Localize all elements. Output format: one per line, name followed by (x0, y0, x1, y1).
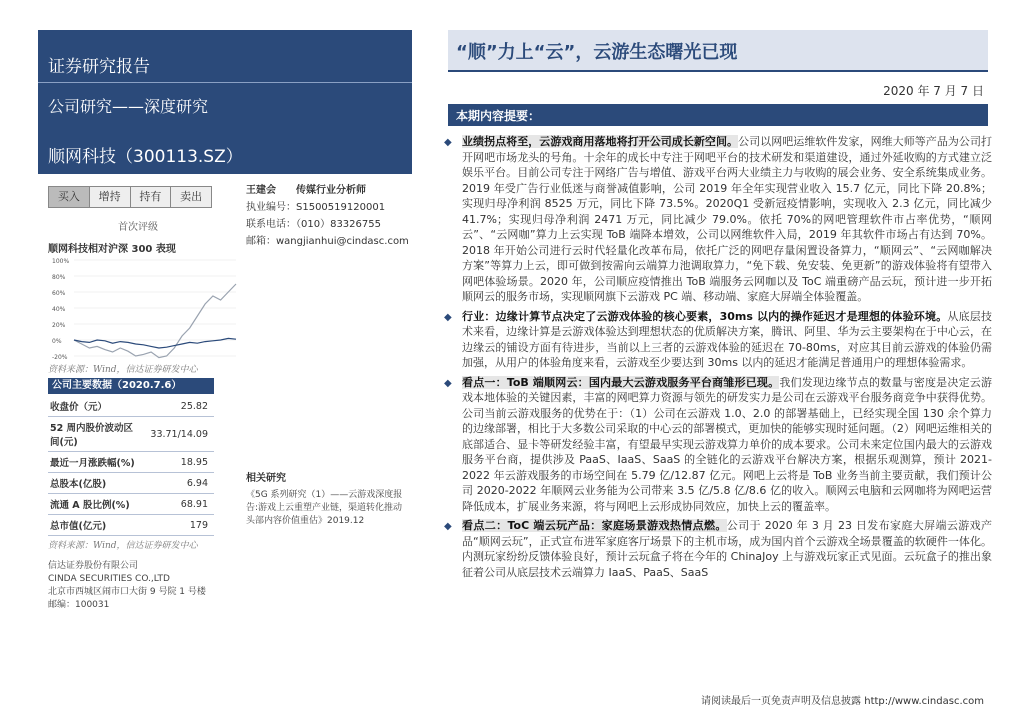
analyst-phone: 联系电话：（010）83326755 (246, 219, 381, 230)
company-info-line: 北京市西城区闹市口大街 9 号院 1 号楼 (48, 587, 206, 597)
summary-paragraph (440, 375, 992, 515)
table-row (48, 473, 214, 494)
series-line-0 (74, 284, 236, 358)
analyst-name: 王建会 (246, 185, 276, 196)
y-tick-label: 20% (52, 322, 66, 329)
rating-selector (48, 186, 212, 208)
table-row (48, 452, 214, 473)
key-label: 流通 A 股比例(%) (48, 494, 138, 515)
y-tick-label: 40% (52, 306, 66, 313)
paragraph-text: 公司于 2020 年 3 月 23 日发布家庭大屏端云游戏产品“顺网云玩”，正式宣布进军家庭客厅场景下的主机市场，成为国内首个云游戏全场景覆盖的软硬件一体化。内测玩家纷纷反馈体验良好，预计云玩盒子将在今年的 ChinaJoy 上与游戏玩家正式见面。云玩盒子的推出象征着公司从底层技术云端算力 IaaS、PaaS、SaaS (462, 519, 992, 579)
paragraph-text: 从底层技术来看，边缘计算是云游戏体验达到理想状态的优质解决方案，腾讯、阿里、华为云主要架构在于中心云，在边缘云的铺设方面有待进步，当前以上三者的云游戏体验的延迟在 70-80ms，对应其目前云游戏的体验仍需加强，从用户的体验角度来看，云游戏至少要达到 30ms 以内的延迟才能满足普通用户的理想体验需求。 (462, 309, 992, 369)
table-row (48, 494, 214, 515)
rating-buy: 买入 (49, 187, 90, 207)
diamond-bullet-icon: ◆ (444, 377, 452, 389)
key-data-table (48, 396, 214, 536)
summary-paragraph (440, 134, 992, 305)
y-tick-label: 100% (52, 258, 70, 265)
performance-chart (50, 256, 240, 360)
rating-note: 首次评级 (118, 222, 158, 233)
table-row (48, 417, 214, 452)
chart-title: 顺网科技相对沪深 300 表现 (48, 244, 176, 255)
related-text[interactable]: 《5G 系列研究（1）——云游戏深度报告:游戏上云重塑产业链，渠道转化推动头部内容价值重估》2019.12 (246, 490, 403, 526)
report-title-bar (448, 30, 988, 72)
key-value: 18.95 (138, 452, 214, 473)
table-row (48, 396, 214, 417)
summary-paragraph (440, 518, 992, 580)
rating-hold: 持有 (131, 187, 172, 207)
related-research (246, 472, 408, 528)
company-bar (38, 132, 412, 174)
chart-svg (50, 256, 240, 360)
company-info-line: CINDA SECURITIES CO.,LTD (48, 574, 170, 584)
key-data-title: 公司主要数据（2020.7.6） (48, 378, 214, 394)
company-info-line: 邮编：100031 (48, 600, 110, 610)
report-title: “顺”力上“云”，云游生态曙光已现 (456, 42, 738, 63)
report-date: 2020 年 7 月 7 日 (883, 84, 984, 98)
key-label: 总股本(亿股) (48, 473, 138, 494)
company-name: 顺网科技（300113.SZ） (48, 147, 243, 167)
diamond-bullet-icon: ◆ (444, 137, 452, 148)
rating-overweight: 增持 (90, 187, 131, 207)
company-info (48, 560, 206, 612)
footer-disclaimer[interactable]: 请阅读最后一页免责声明及信息披露 http://www.cindasc.com (701, 696, 984, 707)
key-label: 总市值(亿元) (48, 515, 138, 536)
key-value: 25.82 (138, 396, 214, 417)
summary-body (440, 134, 992, 689)
key-value: 179 (138, 515, 214, 536)
key-value: 68.91 (138, 494, 214, 515)
paragraph-lead: 看点二：ToC 端云玩产品：家庭场景游戏热情点燃。 (462, 519, 727, 532)
summary-header (448, 104, 988, 126)
y-tick-label: 80% (52, 274, 66, 281)
table-row (48, 515, 214, 536)
paragraph-lead: 行业：边缘计算节点决定了云游戏体验的核心要素，30ms 以内的操作延迟才是理想的体验环境。 (462, 309, 948, 323)
analyst-title: 传媒行业分析师 (296, 185, 366, 196)
key-value: 33.71/14.09 (138, 417, 214, 452)
analyst-license: 执业编号：S1500519120001 (246, 202, 386, 213)
paragraph-text: 公司以网吧运维软件发家，网维大师等产品为公司打开网吧市场龙头的号角。十余年的成长中专注于网吧平台的技术研发和渠道建设，通过外延收购的方式建立泛娱乐平台。目前公司专注于网络广告与增值、游戏平台两大业绩主力与收购的展会业务、安全系统集成业务。2019 年受广告行业低迷与商誉减值影响，公司 2019 年全年实现营业收入 15.7 亿元，同比下降 20.8%；实现归母净利润 8525 万元，同比下降 73.5%。2020Q1 受新冠疫情影响，实现收入 2.3 亿元，同比减少 41.7%；实现归母净利润 2471 万元，同比减少 79.0%。依托 70%的网吧管理软件市占率优势，“顺网云”、“云网咖”算力上云实现 ToB 端降本增效，公司以网维软件入局，2019 年其软件市场占有达到 70%。2018 年开始公司进行云时代轻量化改革布局，依托广泛的网吧存量闲置设备算力，“顺网云”、“云网咖解决方案”等算力上云，即可做到按需向云端算力池调取算力，“免下载、免安装、免更新”的游戏体验将有望带入网吧体验场景。2020 年，公司顺应疫情推出 ToB 端服务云网咖以及 ToC 端重磅产品云玩，预计进一步开拓顺网云的服务市场，实现顺网旗下云游戏 PC 端、移动端、家庭大屏端全体验覆盖。 (462, 135, 992, 303)
y-tick-label: 0% (52, 338, 62, 345)
diamond-bullet-icon: ◆ (444, 521, 452, 532)
paragraph-lead: 业绩拐点将至，云游戏商用落地将打开公司成长新空间。 (462, 135, 739, 148)
analyst-info (246, 182, 409, 250)
paragraph-text: 我们发现边缘节点的数量与密度是决定云游戏本地体验的关键因素，丰富的网吧算力资源与领先的研发实力是公司在云游戏平台服务商竞争中获得优势。公司当前云游戏服务的优势在于：（1）公司在云游戏 1.0、2.0 的部署基础上，已经实现全国 130 余个算力的边缘部署，相比于大多数公司采取的中心云的部署模式，更加快的能够实现时延问题。（2）网吧运维相关的底部适合、显卡等研发经验丰富，有望最早实现云游戏算力单价的成本要求。公司未来定位国内最大的云游戏服务平台商，提供涉及 PaaS、IaaS、SaaS 的全链化的云游戏平台解决方案，根据乐观测算，预计 2021-2022 年云游戏服务的市场空间在 5.79 亿/12.87 亿元。网吧上云将是 ToB 业务当前主要贡献，我们预计公司 2020-2022 年顺网云业务能为公司带来 3.5 亿/5.8 亿/8.6 亿的收入。顺网云电脑和云网咖将为网吧运营降低成本，扩展业务来源，将与网吧上云形成协同效应，加快上云的覆盖率。 (462, 375, 992, 513)
summary-title: 本期内容提要： (456, 109, 541, 123)
key-label: 收盘价（元） (48, 396, 138, 417)
report-header-panel (38, 30, 412, 132)
report-subtype: 公司研究——深度研究 (48, 97, 209, 116)
report-type: 证券研究报告 (48, 57, 150, 77)
key-data-source: 资料来源：Wind，信达证券研发中心 (48, 541, 198, 551)
summary-paragraph (440, 309, 992, 371)
chart-source: 资料来源：Wind，信达证券研发中心 (48, 365, 198, 375)
key-label: 52 周内股价波动区间(元) (48, 417, 138, 452)
key-label: 最近一月涨跌幅(%) (48, 452, 138, 473)
divider (38, 82, 412, 83)
diamond-bullet-icon: ◆ (444, 311, 452, 323)
y-tick-label: -20% (52, 354, 68, 360)
rating-sell: 卖出 (171, 187, 211, 207)
paragraph-lead: 看点一：ToB 端顺网云：国内最大云游戏服务平台商雏形已现。 (462, 375, 780, 389)
key-value: 6.94 (138, 473, 214, 494)
related-title: 相关研究 (246, 473, 286, 484)
y-tick-label: 60% (52, 290, 66, 297)
company-info-line: 信达证券股份有限公司 (48, 561, 139, 571)
analyst-email[interactable]: 邮箱：wangjianhui@cindasc.com (246, 236, 409, 247)
